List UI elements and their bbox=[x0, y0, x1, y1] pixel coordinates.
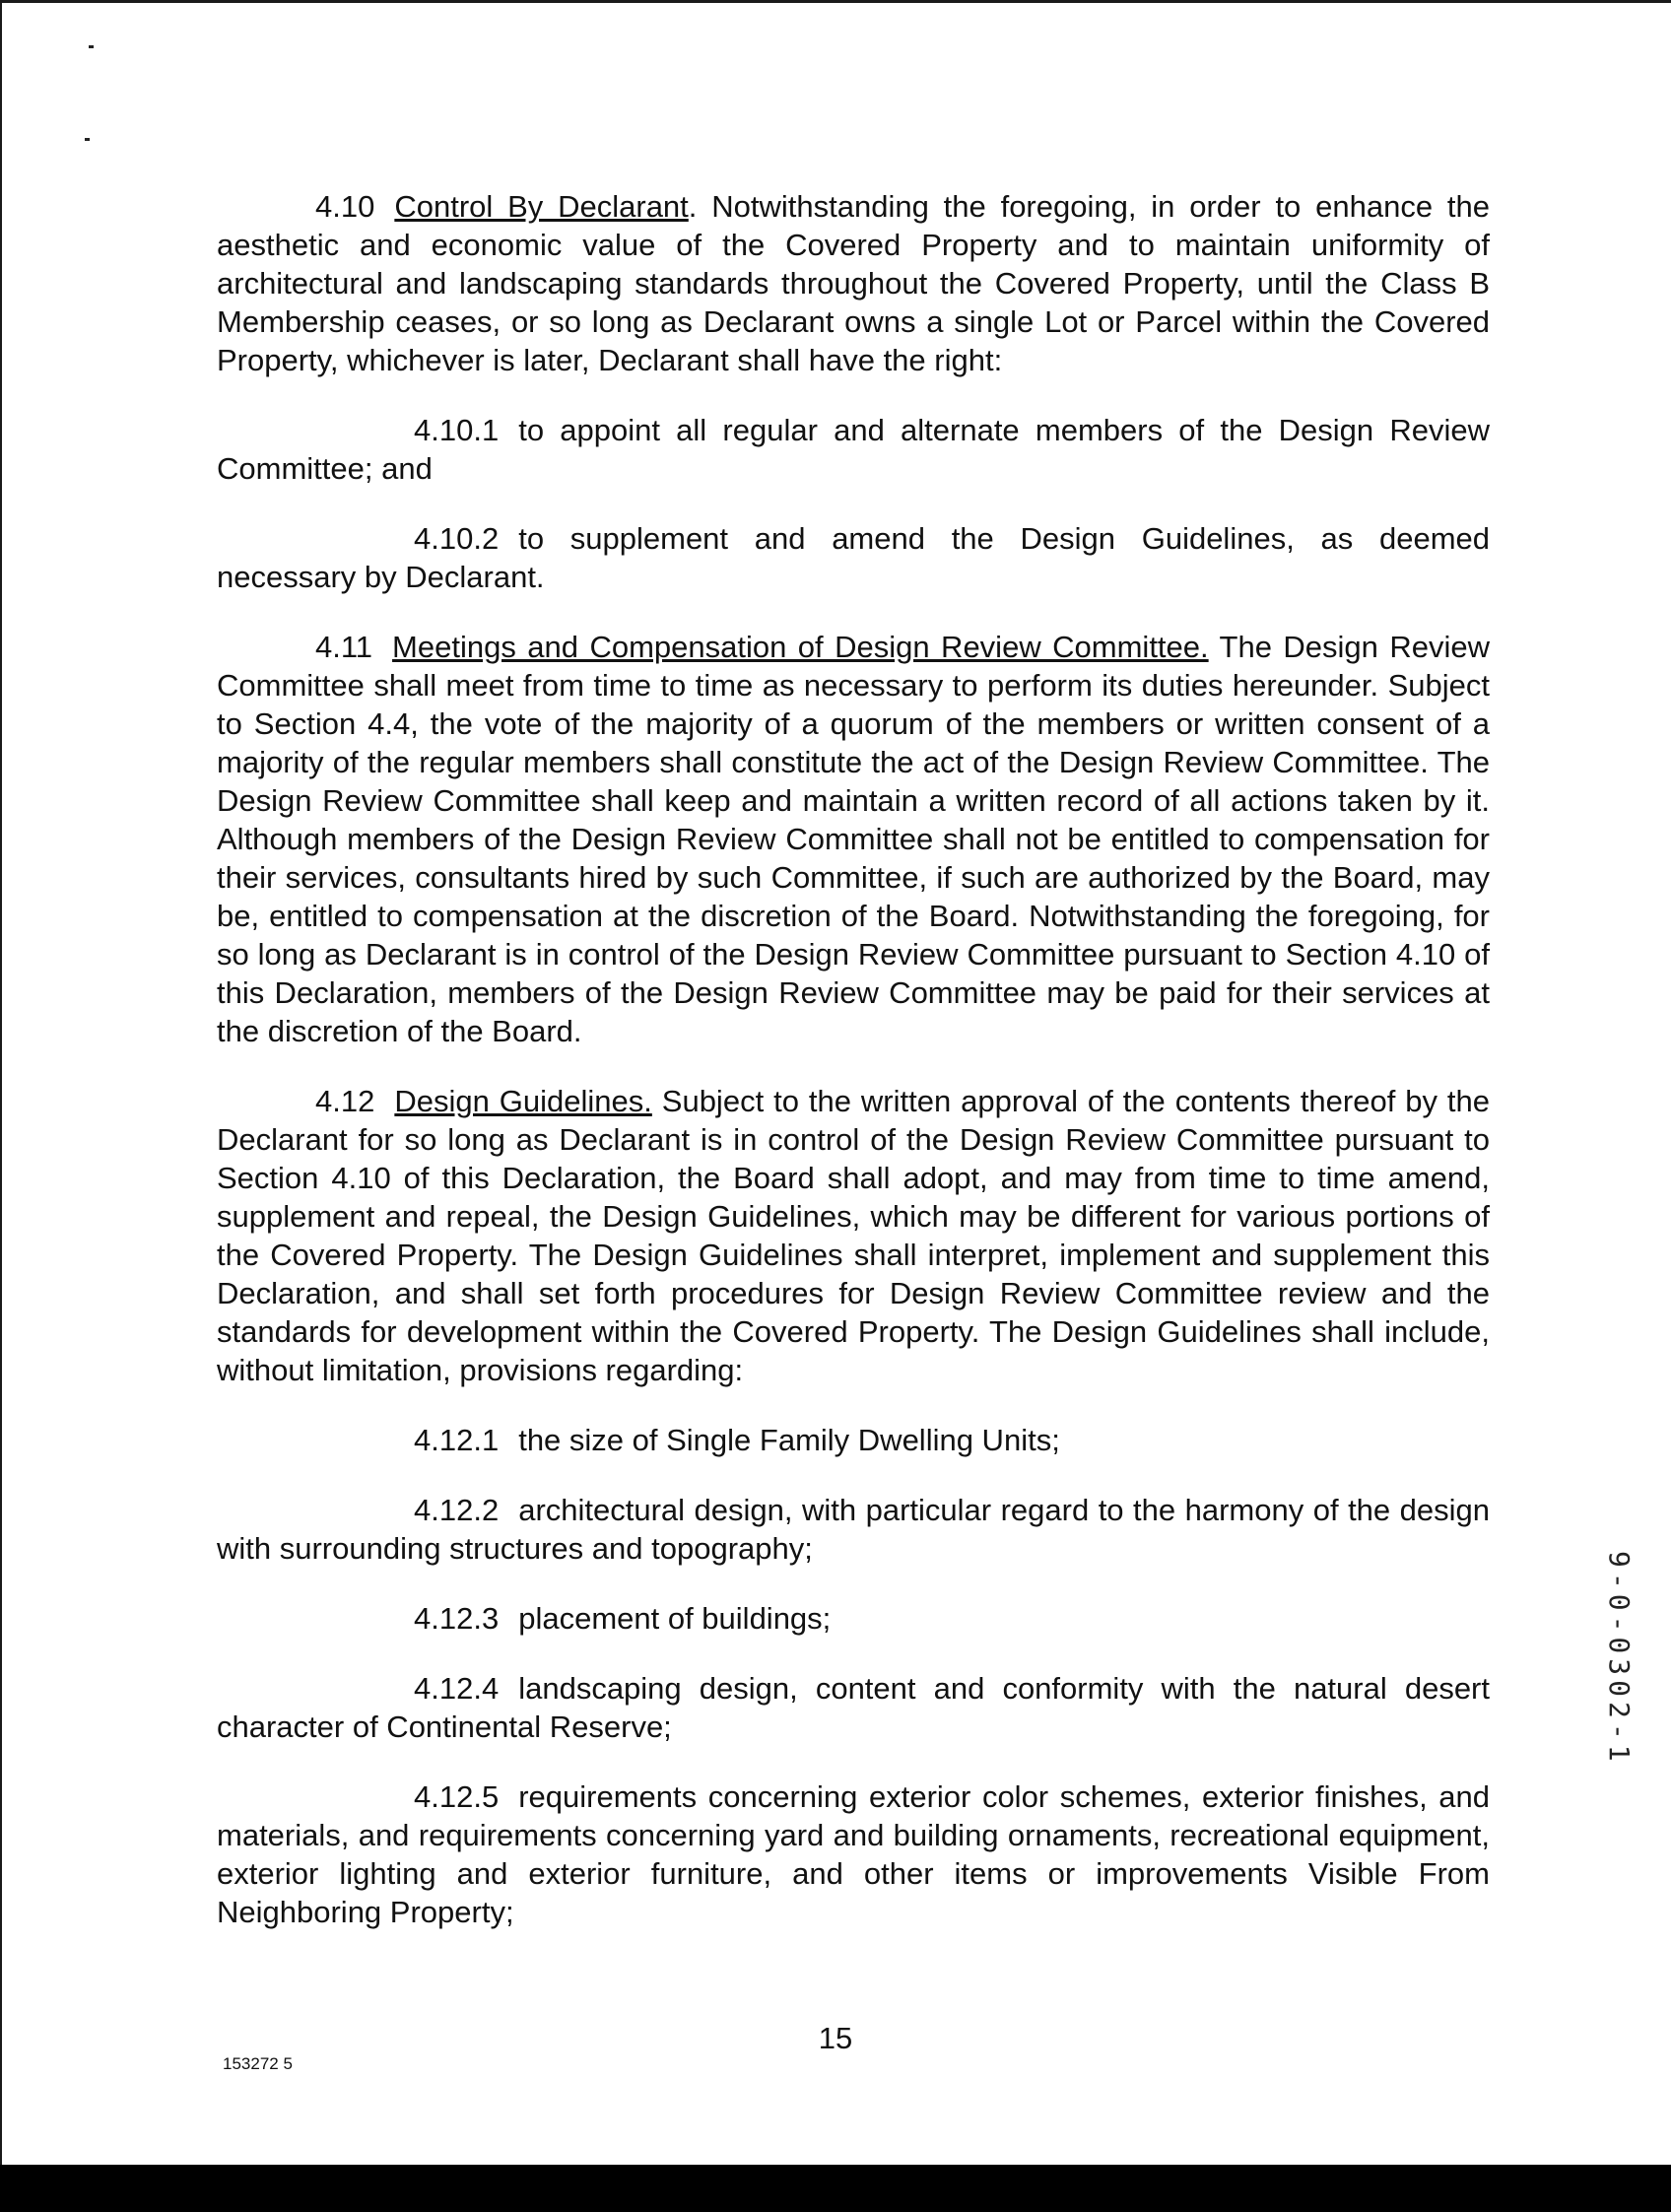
section-number: 4.12.5 bbox=[414, 1779, 500, 1814]
scan-left-edge bbox=[0, 0, 2, 2212]
section-text: Subject to the written approval of the contents thereof by the Declarant for so long as Declarant is in control of the Design Review Committee pursuant to Section 4.10 of this Declaration, the Board shall adopt, and may from time to time amend, supplement and repeal, the Design Guidelines, which may be different for various portions of the Covered Property. The Design Guidelines shall interpret, implement and supplement this Declaration, and shall set forth procedures for Design Review Committee review and the standards for development within the Covered Property. The Design Guidelines shall include, without limitation, provisions regarding: bbox=[217, 1084, 1490, 1387]
section-4-10-2 bbox=[217, 519, 1490, 596]
section-title: Meetings and Compensation of Design Review Committee. bbox=[392, 630, 1209, 664]
section-title: Design Guidelines. bbox=[394, 1084, 652, 1118]
section-number: 4.10 bbox=[315, 189, 375, 224]
section-number: 4.12.4 bbox=[414, 1671, 500, 1706]
section-title: Control By Declarant bbox=[394, 189, 689, 224]
section-text: The Design Review Committee shall meet from time to time as necessary to perform its duties hereunder. Subject to Section 4.4, the vote of the majority of a quorum of the members or written consent of a majority of the regular members shall constitute the act of the Design Review Committee. The Design Review Committee shall keep and maintain a written record of all actions taken by it. Although members of the Design Review Committee shall not be entitled to compensation for their services, consultants hired by such Committee, if such are authorized by the Board, may be, entitled to compensation at the discretion of the Board. Notwithstanding the foregoing, for so long as Declarant is in control of the Design Review Committee pursuant to Section 4.10 of this Declaration, members of the Design Review Committee may be paid for their services at the discretion of the Board. bbox=[217, 630, 1490, 1048]
scan-bottom-band bbox=[0, 2165, 1671, 2212]
section-number: 4.10.2 bbox=[414, 521, 500, 556]
section-text: Notwithstanding the foregoing, in order to enhance the aesthetic and economic value of the Covered Property and to maintain uniformity of architectural and landscaping standards throughout the Covered Property, until the Class B Membership ceases, or so long as Declarant owns a single Lot or Parcel within the Covered Property, whichever is later, Declarant shall have the right: bbox=[217, 189, 1490, 377]
section-number: 4.12.3 bbox=[414, 1601, 500, 1636]
section-4-12-4 bbox=[217, 1669, 1490, 1746]
section-number: 4.12.2 bbox=[414, 1493, 500, 1527]
section-number: 4.12 bbox=[315, 1084, 375, 1118]
section-4-12-3 bbox=[217, 1599, 1490, 1638]
section-number: 4.12.1 bbox=[414, 1423, 500, 1457]
section-title-punct: . bbox=[688, 189, 698, 224]
section-text: architectural design, with particular regard to the harmony of the design with surrounding structures and topography; bbox=[217, 1493, 1490, 1566]
section-4-12-1 bbox=[217, 1421, 1490, 1459]
section-text: the size of Single Family Dwelling Units; bbox=[518, 1423, 1060, 1457]
scan-speck bbox=[85, 138, 90, 141]
section-text: to appoint all regular and alternate members of the Design Review Committee; and bbox=[217, 413, 1490, 486]
section-text: placement of buildings; bbox=[518, 1601, 832, 1636]
section-text: requirements concerning exterior color schemes, exterior finishes, and materials, and requirements concerning yard and building ornaments, recreational equipment, exterior lighting and exterior furniture, and other items or improvements Visible From Neighboring Property; bbox=[217, 1779, 1490, 1929]
section-number: 4.10.1 bbox=[414, 413, 500, 447]
section-4-12-2 bbox=[217, 1491, 1490, 1568]
document-id: 153272 5 bbox=[223, 2054, 293, 2073]
page-number: 15 bbox=[818, 2021, 853, 2055]
section-4-10 bbox=[217, 187, 1490, 379]
section-4-11 bbox=[217, 628, 1490, 1050]
section-text: to supplement and amend the Design Guidelines, as deemed necessary by Declarant. bbox=[217, 521, 1490, 594]
margin-stamp: 9-0-0302-1 bbox=[1603, 1551, 1636, 1767]
section-4-12-5 bbox=[217, 1777, 1490, 1931]
section-number: 4.11 bbox=[315, 630, 373, 664]
section-4-12 bbox=[217, 1082, 1490, 1389]
section-4-10-1 bbox=[217, 411, 1490, 488]
document-body bbox=[217, 187, 1490, 1963]
section-text: landscaping design, content and conformity with the natural desert character of Continental Reserve; bbox=[217, 1671, 1490, 1744]
scan-top-edge bbox=[0, 0, 1671, 3]
scan-speck bbox=[89, 45, 94, 48]
